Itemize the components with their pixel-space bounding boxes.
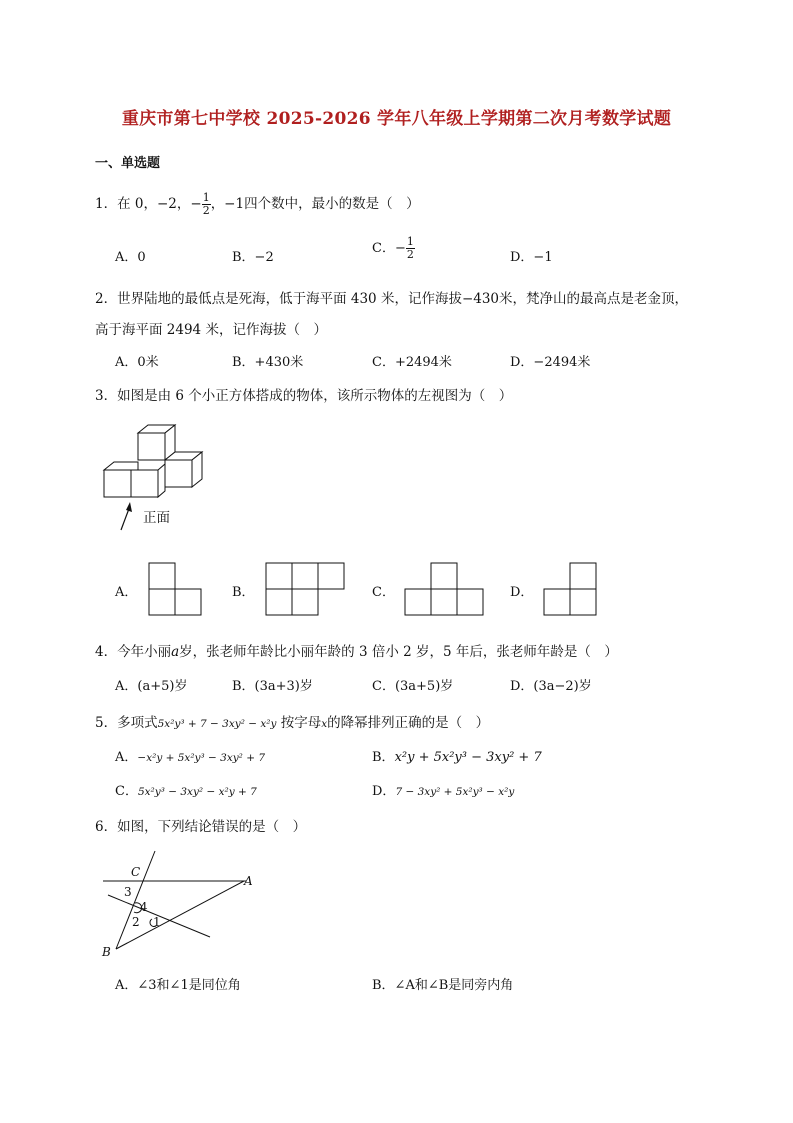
q3-option-d[interactable]: D．	[510, 585, 534, 600]
q1-frac-denominator: 2	[202, 204, 210, 217]
q6-option-b[interactable]: B．∠A和∠B是同旁内角	[372, 978, 514, 993]
front-arrow-head	[126, 502, 132, 512]
q3-option-c-figure[interactable]	[404, 562, 486, 617]
q5-option-b[interactable]	[372, 746, 542, 765]
label-a: A	[244, 874, 253, 888]
q5-text-post: 的降幂排列正确的是（ ）	[327, 715, 490, 731]
q1-fraction	[202, 192, 211, 217]
q5-option-a-expr: −x²y + 5x²y³ − 3xy² + 7	[137, 752, 266, 764]
question-4	[95, 640, 618, 660]
q3-option-a[interactable]: A．	[115, 585, 138, 600]
q2-option-a[interactable]: A．0米	[115, 355, 159, 370]
cube-front-middle-side	[158, 464, 165, 497]
q6-angle-figure	[98, 848, 268, 960]
q5-option-a-label: A．	[115, 750, 138, 765]
q4-option-d[interactable]: D．(3a−2)岁	[510, 679, 592, 694]
cube-top-front	[138, 433, 165, 460]
q1-frac-numerator: 1	[202, 191, 210, 204]
q5-option-c[interactable]	[115, 780, 257, 799]
q3-option-a-figure[interactable]	[148, 562, 204, 617]
label-c: C	[131, 865, 141, 879]
q5-option-c-expr: 5x²y³ − 3xy² − x²y + 7	[137, 786, 257, 798]
page-title: 重庆市第七中学校 2025-2026 学年八年级上学期第二次月考数学试题	[121, 109, 672, 129]
q1-c-denominator: 2	[406, 248, 414, 261]
q2-line-1: 2．世界陆地的最低点是死海，低于海平面 430 米，记作海拔−430米，梵净山的最高点是老金顶，	[95, 291, 689, 307]
q1-option-b[interactable]: B．−2	[232, 250, 274, 265]
q1-c-numerator: 1	[406, 235, 414, 248]
q1-text-pre: 1．在 0，−2，−	[95, 196, 202, 212]
q5-option-c-label: C．	[115, 784, 138, 799]
label-b: B	[102, 945, 111, 959]
q2-line-2: 高于海平面 2494 米，记作海拔（ ）	[95, 322, 327, 338]
q5-variable: x	[321, 718, 328, 730]
q1-option-a[interactable]: A．0	[115, 250, 146, 265]
q5-text-mid: 按字母	[280, 715, 322, 731]
q5-option-a[interactable]	[115, 746, 265, 765]
q4-variable: a	[171, 644, 180, 660]
label-angle-3: 3	[124, 885, 132, 899]
q6-option-a[interactable]: A．∠3和∠1是同位角	[115, 978, 241, 993]
q1-option-d[interactable]: D．−1	[510, 250, 553, 265]
question-1	[95, 192, 420, 217]
label-angle-4: 4	[140, 900, 148, 914]
q3-option-c[interactable]: C．	[372, 585, 395, 600]
q6-text: 6．如图，下列结论错误的是（ ）	[95, 819, 307, 835]
q3-option-d-figure[interactable]	[543, 562, 599, 617]
front-label: 正面	[143, 510, 170, 526]
q4-text-pre: 4．今年小丽	[95, 644, 172, 660]
section-heading: 一、单选题	[95, 156, 161, 171]
q5-option-d[interactable]	[372, 780, 514, 799]
q2-option-b[interactable]: B．+430米	[232, 355, 304, 370]
q1-option-c-pre: C．−	[372, 241, 406, 256]
q1-option-c-fraction	[406, 236, 415, 261]
q5-text-pre: 5．多项式	[95, 715, 158, 731]
q5-polynomial: 5x²y³ + 7 − 3xy² − x²y	[157, 718, 277, 730]
label-angle-1: 1	[153, 915, 161, 929]
q2-option-c[interactable]: C．+2494米	[372, 355, 452, 370]
question-5	[95, 711, 489, 731]
q2-option-d[interactable]: D．−2494米	[510, 355, 591, 370]
q3-text: 3．如图是由 6 个小正方体搭成的物体，该所示物体的左视图为（ ）	[95, 388, 513, 404]
q1-option-c[interactable]	[372, 236, 415, 261]
q3-option-b[interactable]: B．	[232, 585, 255, 600]
q4-option-c[interactable]: C．(3a+5)岁	[372, 679, 454, 694]
q5-option-b-expr: x²y + 5x²y³ − 3xy² + 7	[394, 750, 542, 765]
q4-option-b[interactable]: B．(3a+3)岁	[232, 679, 313, 694]
q5-option-d-label: D．	[372, 784, 396, 799]
q5-option-b-label: B．	[372, 750, 395, 765]
q5-option-d-expr: 7 − 3xy² + 5x²y³ − x²y	[395, 786, 515, 798]
q3-option-b-figure[interactable]	[265, 562, 347, 617]
cube-front-left	[104, 470, 131, 497]
cube-back-left-top	[104, 462, 138, 470]
cube-front-middle	[131, 470, 158, 497]
cube-right-front	[165, 460, 192, 487]
label-angle-2: 2	[132, 915, 140, 929]
q1-text-post: ，−1四个数中，最小的数是（ ）	[210, 196, 420, 212]
q4-text-post: 岁，张老师年龄比小丽年龄的 3 倍小 2 岁，5 年后，张老师年龄是（ ）	[179, 644, 618, 660]
q4-option-a[interactable]: A．(a+5)岁	[115, 679, 188, 694]
